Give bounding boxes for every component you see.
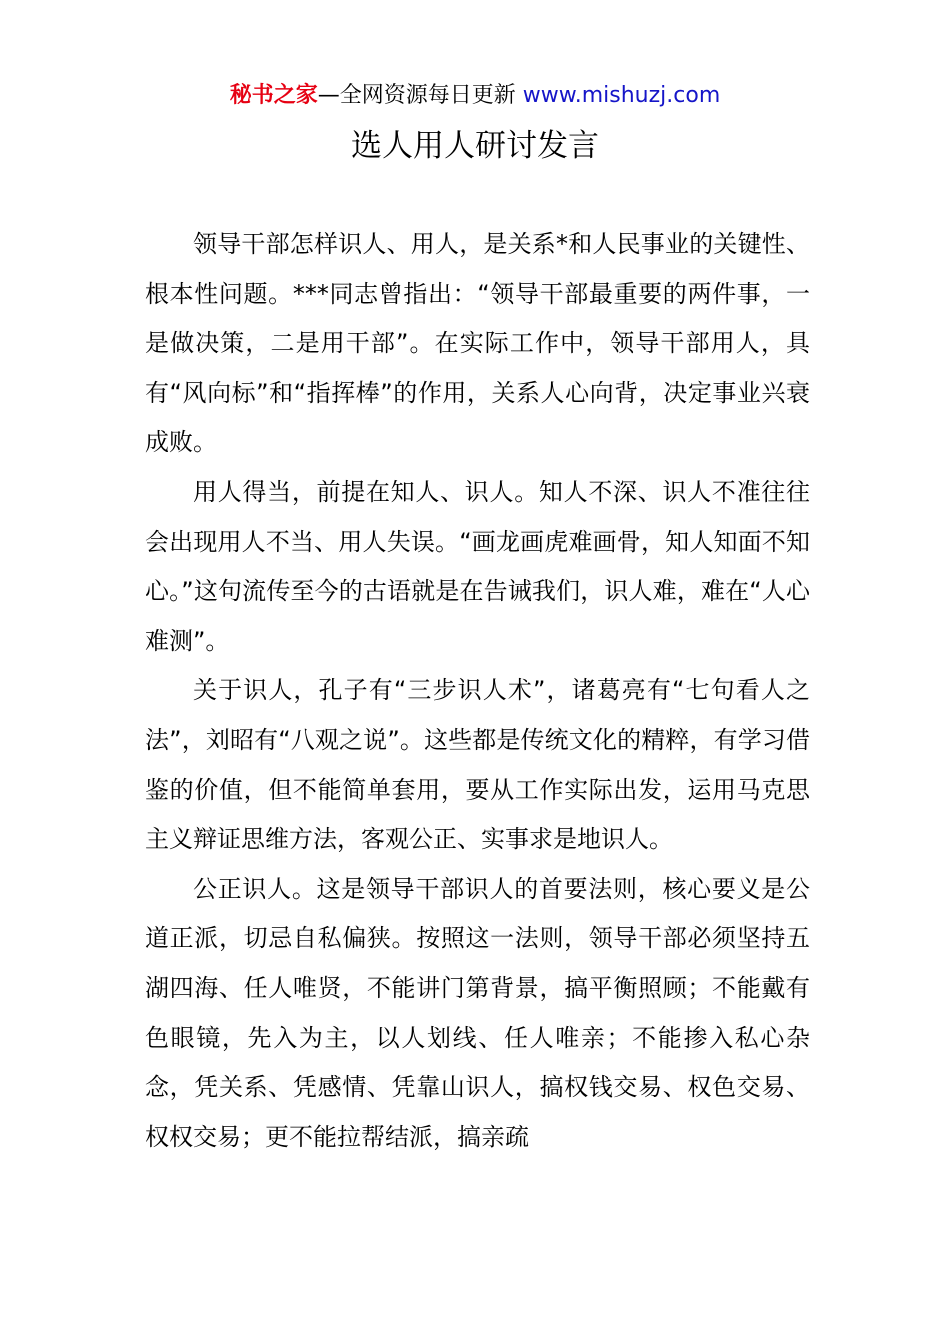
document-title: 选人用人研讨发言	[351, 128, 599, 164]
paragraph: 公正识人。这是领导干部识人的首要法则，核心要义是公道正派，切忌自私偏狭。按照这一法则，领导干部必须坚持五湖四海、任人唯贤，不能讲门第背景，搞平衡照顾；不能戴有色眼镜，先入为主，以人划线、任人唯亲；不能掺入私心杂念，凭关系、凭感情、凭靠山识人，搞权钱交易、权色交易、权权交易；更不能拉帮结派，搞亲疏	[145, 874, 810, 1151]
paragraph: 关于识人，孔子有“三步识人术”，诸葛亮有“七句看人之法”，刘昭有“八观之说”。这些都是传统文化的精粹，有学习借鉴的价值，但不能简单套用，要从工作实际出发，运用马克思主义辩证思维方法，客观公正、实事求是地识人。	[145, 676, 810, 854]
brand-name: 秘书之家	[229, 83, 318, 108]
header-tagline: —全网资源每日更新	[317, 83, 523, 108]
document-body	[145, 220, 810, 1162]
paragraph: 用人得当，前提在知人、识人。知人不深、识人不准往往会出现用人不当、用人失误。“画龙画虎难画骨，知人知面不知心。”这句流传至今的古语就是在告诫我们，识人难，难在“人心难测”。	[145, 477, 810, 655]
site-url-link[interactable]: www.mishuzj.com	[522, 83, 721, 108]
paragraph: 领导干部怎样识人、用人，是关系*和人民事业的关键性、根本性问题。***同志曾指出：“领导干部最重要的两件事，一是做决策，二是用干部”。在实际工作中，领导干部用人，具有“风向标”和“指挥棒”的作用，关系人心向背，决定事业兴衰成败。	[145, 230, 810, 457]
site-header	[0, 80, 950, 112]
